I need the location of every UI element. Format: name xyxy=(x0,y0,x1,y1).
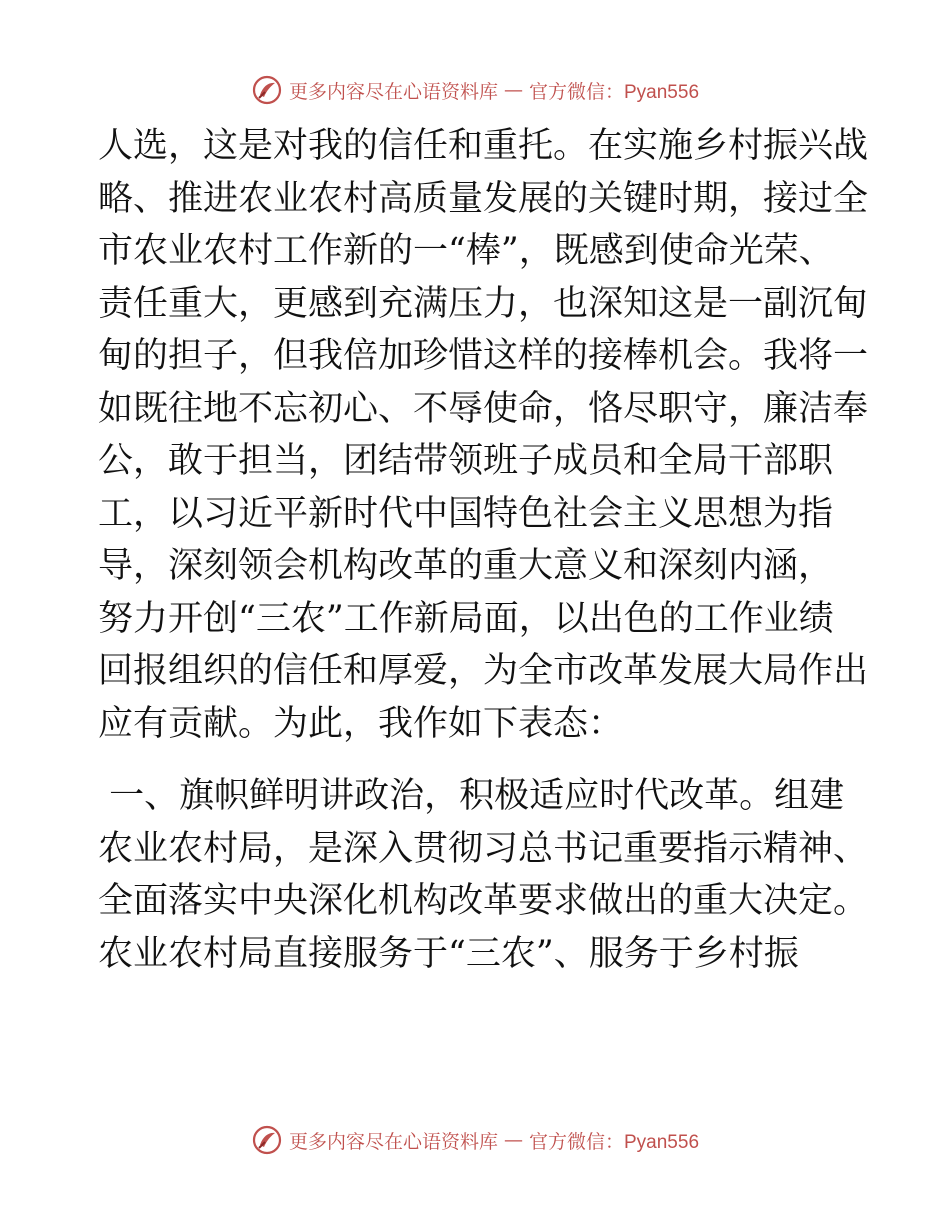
text-line: 应有贡献。为此，我作如下表态： xyxy=(98,703,624,744)
footer-dash: — xyxy=(503,1129,523,1151)
footer-contact-id: Pyan556 xyxy=(624,1131,700,1153)
text-line: 市农业农村工作新的一“棒”，既感到使命光荣、 xyxy=(98,231,834,271)
text-line: 农业农村局，是深入贯彻习总书记重要指示精神、 xyxy=(98,828,869,869)
header-contact-id: Pyan556 xyxy=(624,81,700,103)
header-contact-label: 官方微信： xyxy=(528,80,624,103)
header-site-text: 更多内容尽在心语资料库 xyxy=(288,80,498,103)
text-line: 责任重大，更感到充满压力，也深知这是一副沉甸 xyxy=(98,283,869,324)
header-banner xyxy=(0,72,950,108)
paragraph-gap xyxy=(98,750,858,770)
footer-site-text: 更多内容尽在心语资料库 xyxy=(288,1130,498,1153)
text-line: 略、推进农业农村高质量发展的关键时期，接过全 xyxy=(98,178,869,219)
header-dash: — xyxy=(503,79,523,101)
text-line: 人选，这是对我的信任和重托。在实施乡村振兴战 xyxy=(98,126,869,166)
text-line: 努力开创“三农”工作新局面，以出色的工作业绩 xyxy=(98,598,834,639)
paragraph-1 xyxy=(98,120,869,750)
text-line: 农业农村局直接服务于“三农”、服务于乡村振 xyxy=(98,933,799,974)
footer-contact-label: 官方微信： xyxy=(528,1130,624,1153)
text-line: 如既往地不忘初心、不辱使命，恪尽职守，廉洁奉 xyxy=(98,388,869,429)
text-line: 导，深刻领会机构改革的重大意义和深刻内涵， xyxy=(98,546,834,586)
text-line: 甸的担子，但我倍加珍惜这样的接棒机会。我将一 xyxy=(98,336,869,376)
text-line: 回报组织的信任和厚爱，为全市改革发展大局作出 xyxy=(98,651,869,691)
document-body xyxy=(98,120,869,980)
text-line: 工，以习近平新时代中国特色社会主义思想为指 xyxy=(98,493,834,534)
paragraph-2 xyxy=(98,770,869,980)
text-line: 公，敢于担当，团结带领班子成员和全局干部职 xyxy=(98,441,834,481)
header-contact xyxy=(529,77,699,104)
brand-logo-icon xyxy=(251,74,283,106)
footer-contact xyxy=(529,1127,699,1154)
text-line: 全面落实中央深化机构改革要求做出的重大决定。 xyxy=(98,881,869,921)
text-line: 一、旗帜鲜明讲政治，积极适应时代改革。组建 xyxy=(98,776,845,816)
footer-banner xyxy=(0,1122,950,1158)
brand-logo-icon xyxy=(251,1124,283,1156)
